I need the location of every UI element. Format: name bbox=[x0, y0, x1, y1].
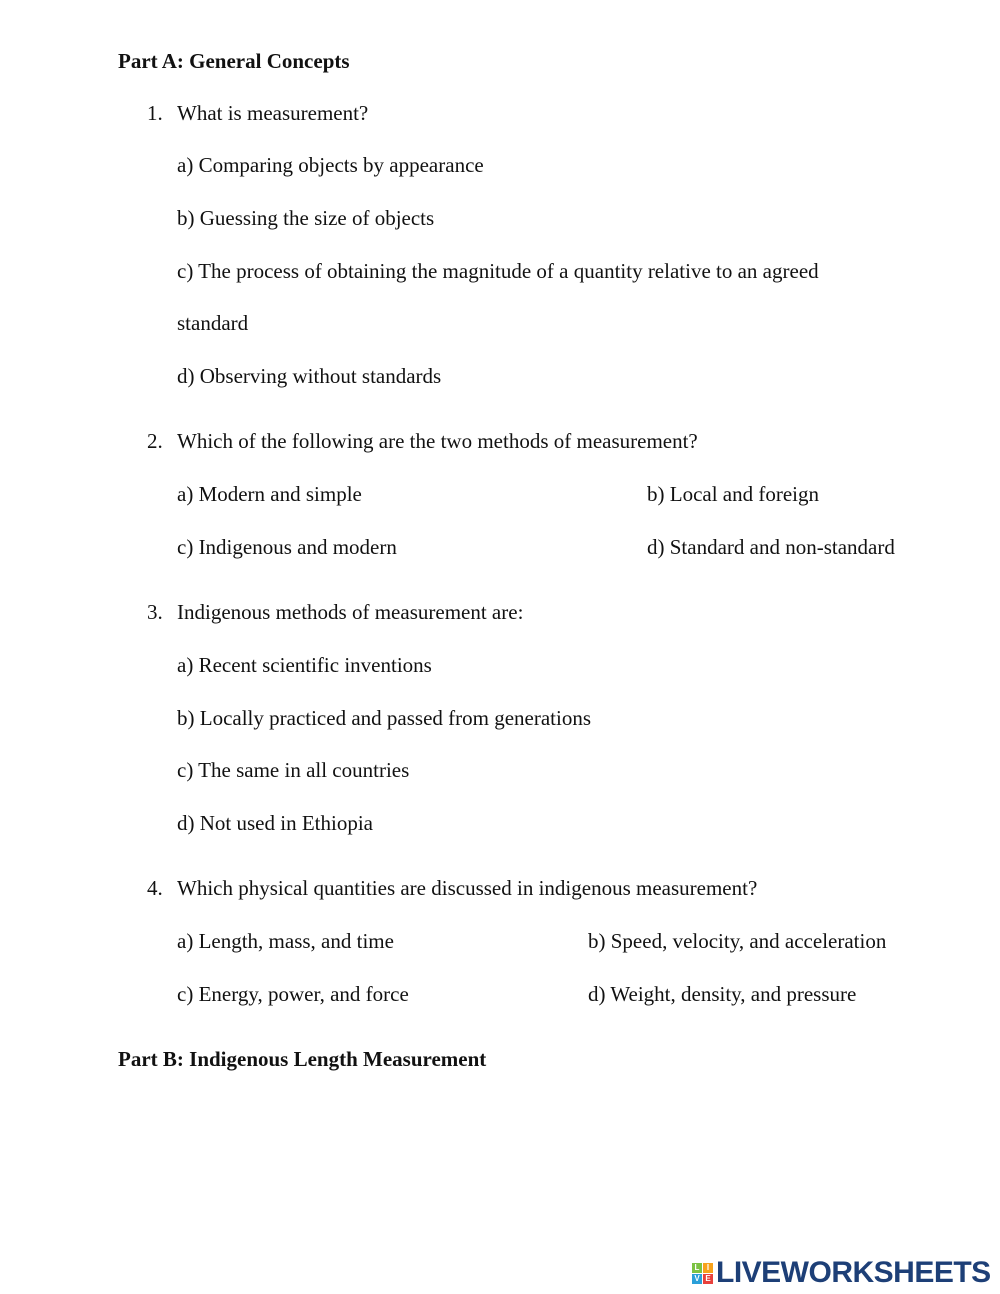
q1-option-b[interactable]: b) Guessing the size of objects bbox=[177, 206, 435, 230]
question-3-text: Indigenous methods of measurement are: bbox=[177, 600, 524, 624]
q1-option-c-wrap[interactable]: standard bbox=[177, 311, 249, 335]
question-4-text: Which physical quantities are discussed in indigenous measurement? bbox=[177, 876, 758, 900]
q1-option-d[interactable]: d) Observing without standards bbox=[177, 364, 442, 388]
logo-tiles-icon bbox=[692, 1263, 713, 1284]
logo-tile-v: V bbox=[692, 1274, 702, 1284]
q3-option-c[interactable]: c) The same in all countries bbox=[177, 758, 410, 782]
part-b-heading: Part B: Indigenous Length Measurement bbox=[118, 1047, 487, 1071]
question-4-number: 4. bbox=[147, 876, 163, 900]
liveworksheets-logo bbox=[692, 1256, 991, 1290]
q4-option-b[interactable]: b) Speed, velocity, and acceleration bbox=[588, 929, 887, 953]
part-a-heading: Part A: General Concepts bbox=[118, 49, 350, 73]
q1-option-a[interactable]: a) Comparing objects by appearance bbox=[177, 153, 484, 177]
q3-option-d[interactable]: d) Not used in Ethiopia bbox=[177, 811, 373, 835]
logo-text: LIVEWORKSHEETS bbox=[716, 1256, 991, 1289]
question-1-number: 1. bbox=[147, 101, 163, 125]
q1-option-c[interactable]: c) The process of obtaining the magnitude of a quantity relative to an agreed bbox=[177, 259, 819, 283]
question-2-number: 2. bbox=[147, 429, 163, 453]
logo-tile-l: L bbox=[692, 1263, 702, 1273]
q2-option-d[interactable]: d) Standard and non-standard bbox=[647, 535, 895, 559]
question-2-text: Which of the following are the two methods of measurement? bbox=[177, 429, 698, 453]
q4-option-d[interactable]: d) Weight, density, and pressure bbox=[588, 982, 857, 1006]
question-1-text: What is measurement? bbox=[177, 101, 369, 125]
q4-option-c[interactable]: c) Energy, power, and force bbox=[177, 982, 409, 1006]
q4-option-a[interactable]: a) Length, mass, and time bbox=[177, 929, 394, 953]
q3-option-b[interactable]: b) Locally practiced and passed from generations bbox=[177, 706, 592, 730]
logo-tile-e: E bbox=[703, 1274, 713, 1284]
q3-option-a[interactable]: a) Recent scientific inventions bbox=[177, 653, 432, 677]
question-3-number: 3. bbox=[147, 600, 163, 624]
q2-option-c[interactable]: c) Indigenous and modern bbox=[177, 535, 397, 559]
q2-option-a[interactable]: a) Modern and simple bbox=[177, 482, 362, 506]
q2-option-b[interactable]: b) Local and foreign bbox=[647, 482, 820, 506]
logo-tile-i: I bbox=[703, 1263, 713, 1273]
